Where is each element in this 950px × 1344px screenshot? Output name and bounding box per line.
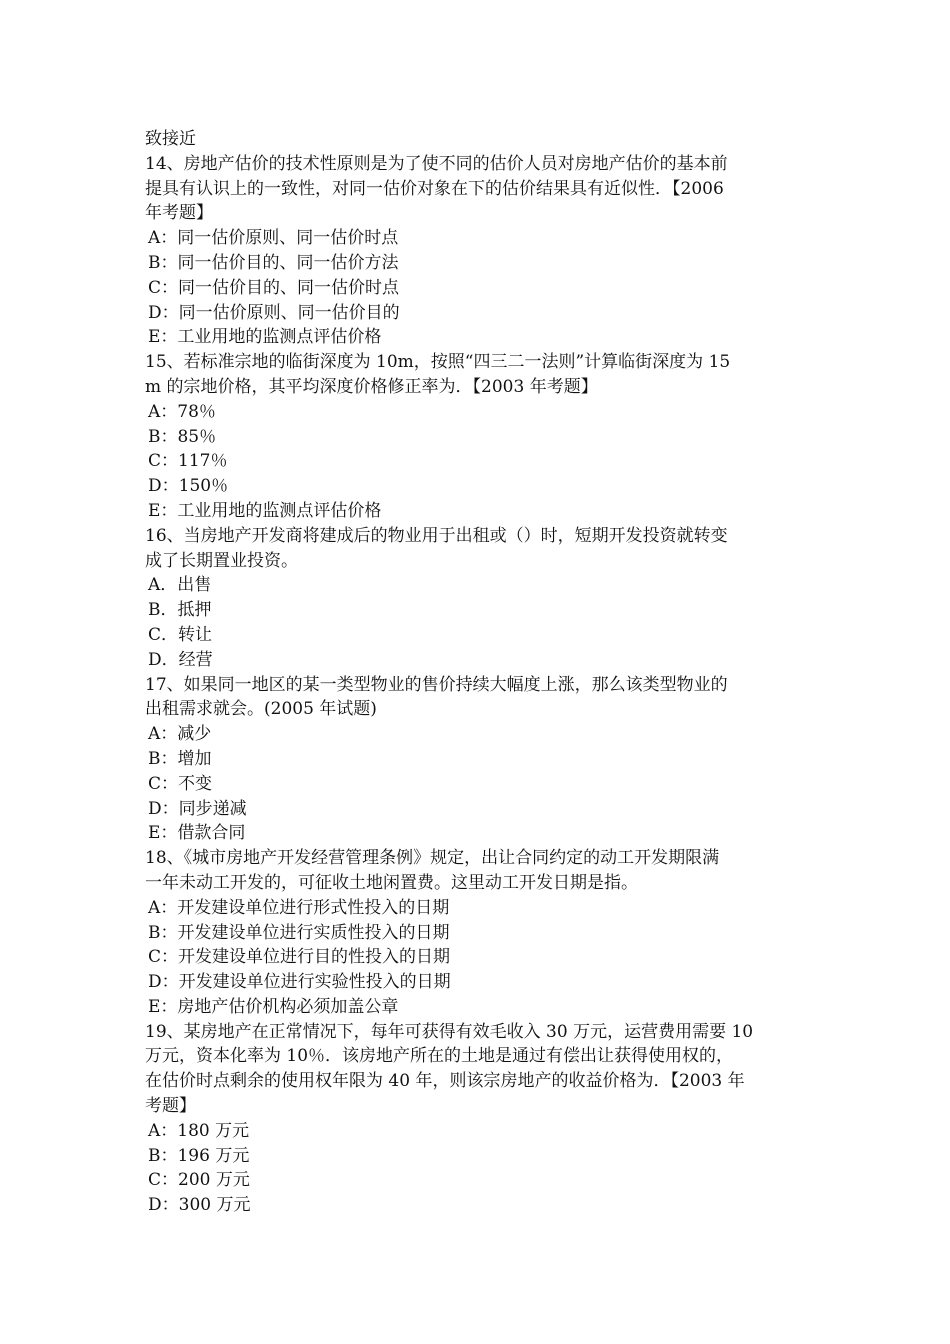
option-b: B．抵押 [148, 600, 212, 621]
option-b: B：85％ [148, 426, 217, 447]
question-text-line: 17、如果同一地区的某一类型物业的售价持续大幅度上涨，那么该类型物业的 [145, 674, 728, 695]
question-text-line: 16、当房地产开发商将建成后的物业用于出租或（）时，短期开发投资就转变 [145, 525, 728, 546]
option-c: C．转让 [148, 624, 213, 645]
question-text-line: 18、《城市房地产开发经营管理条例》规定，出让合同约定的动工开发期限满 [145, 848, 720, 869]
question-text-line: 成了长期置业投资。 [145, 550, 298, 571]
option-d: D：同步递减 [148, 798, 247, 819]
question-text-line: 万元，资本化率为 10％．该房地产所在的土地是通过有偿出让获得使用权的， [145, 1046, 734, 1067]
question-text-line: 提具有认识上的一致性，对同一估价对象在下的估价结果具有近似性．【2006 [145, 178, 724, 199]
option-a: A：同一估价原则、同一估价时点 [148, 228, 399, 249]
option-c: C：117％ [148, 451, 228, 472]
option-a: A：180 万元 [148, 1120, 250, 1141]
question-14 [145, 152, 810, 350]
question-text-line: 出租需求就会。(2005 年试题) [145, 699, 377, 720]
question-text-line: 19、某房地产在正常情况下，每年可获得有效毛收入 30 万元，运营费用需要 10 [145, 1021, 754, 1042]
document-content [145, 127, 810, 1218]
option-d: D：同一估价原则、同一估价目的 [148, 302, 400, 323]
question-text-line: 年考题】 [145, 203, 213, 224]
option-b: B：同一估价目的、同一估价方法 [148, 252, 399, 273]
option-a: A：开发建设单位进行形式性投入的日期 [148, 897, 450, 918]
intro-text: 致接近 [145, 129, 196, 149]
option-a: A：78％ [148, 401, 216, 422]
option-c: C：不变 [148, 773, 213, 794]
question-16 [145, 524, 810, 673]
question-text-line: m 的宗地价格，其平均深度价格修正率为．【2003 年考题】 [145, 376, 598, 397]
option-b: B：开发建设单位进行实质性投入的日期 [148, 922, 450, 943]
question-text-line: 14、房地产估价的技术性原则是为了使不同的估价人员对房地产估价的基本前 [145, 153, 728, 174]
question-text-line: 一年未动工开发的，可征收土地闲置费。这里动工开发日期是指。 [145, 872, 638, 893]
option-b: B：196 万元 [148, 1145, 250, 1166]
option-c: C：200 万元 [148, 1170, 250, 1191]
option-a: A．出售 [148, 575, 212, 596]
option-d: D：150％ [148, 476, 229, 497]
option-c: C：开发建设单位进行目的性投入的日期 [148, 947, 451, 968]
option-c: C：同一估价目的、同一估价时点 [148, 277, 400, 298]
question-text-line: 考题】 [145, 1096, 196, 1117]
question-18 [145, 846, 810, 1020]
option-b: B：增加 [148, 748, 212, 769]
question-17 [145, 673, 810, 847]
option-d: D：300 万元 [148, 1195, 251, 1216]
question-text-line: 在估价时点剩余的使用权年限为 40 年，则该宗房地产的收益价格为．【2003 年 [145, 1071, 745, 1092]
option-a: A：减少 [148, 724, 212, 745]
option-e: E：房地产估价机构必须加盖公章 [148, 996, 399, 1017]
option-d: D：开发建设单位进行实验性投入的日期 [148, 972, 451, 993]
question-text-line: 15、若标准宗地的临街深度为 10m，按照“四三二一法则”计算临街深度为 15 [145, 352, 731, 373]
question-15 [145, 350, 810, 524]
option-d: D．经营 [148, 649, 213, 670]
option-e: E：工业用地的监测点评估价格 [148, 327, 382, 348]
option-e: E：工业用地的监测点评估价格 [148, 500, 382, 521]
question-19 [145, 1020, 810, 1218]
option-e: E：借款合同 [148, 823, 246, 844]
